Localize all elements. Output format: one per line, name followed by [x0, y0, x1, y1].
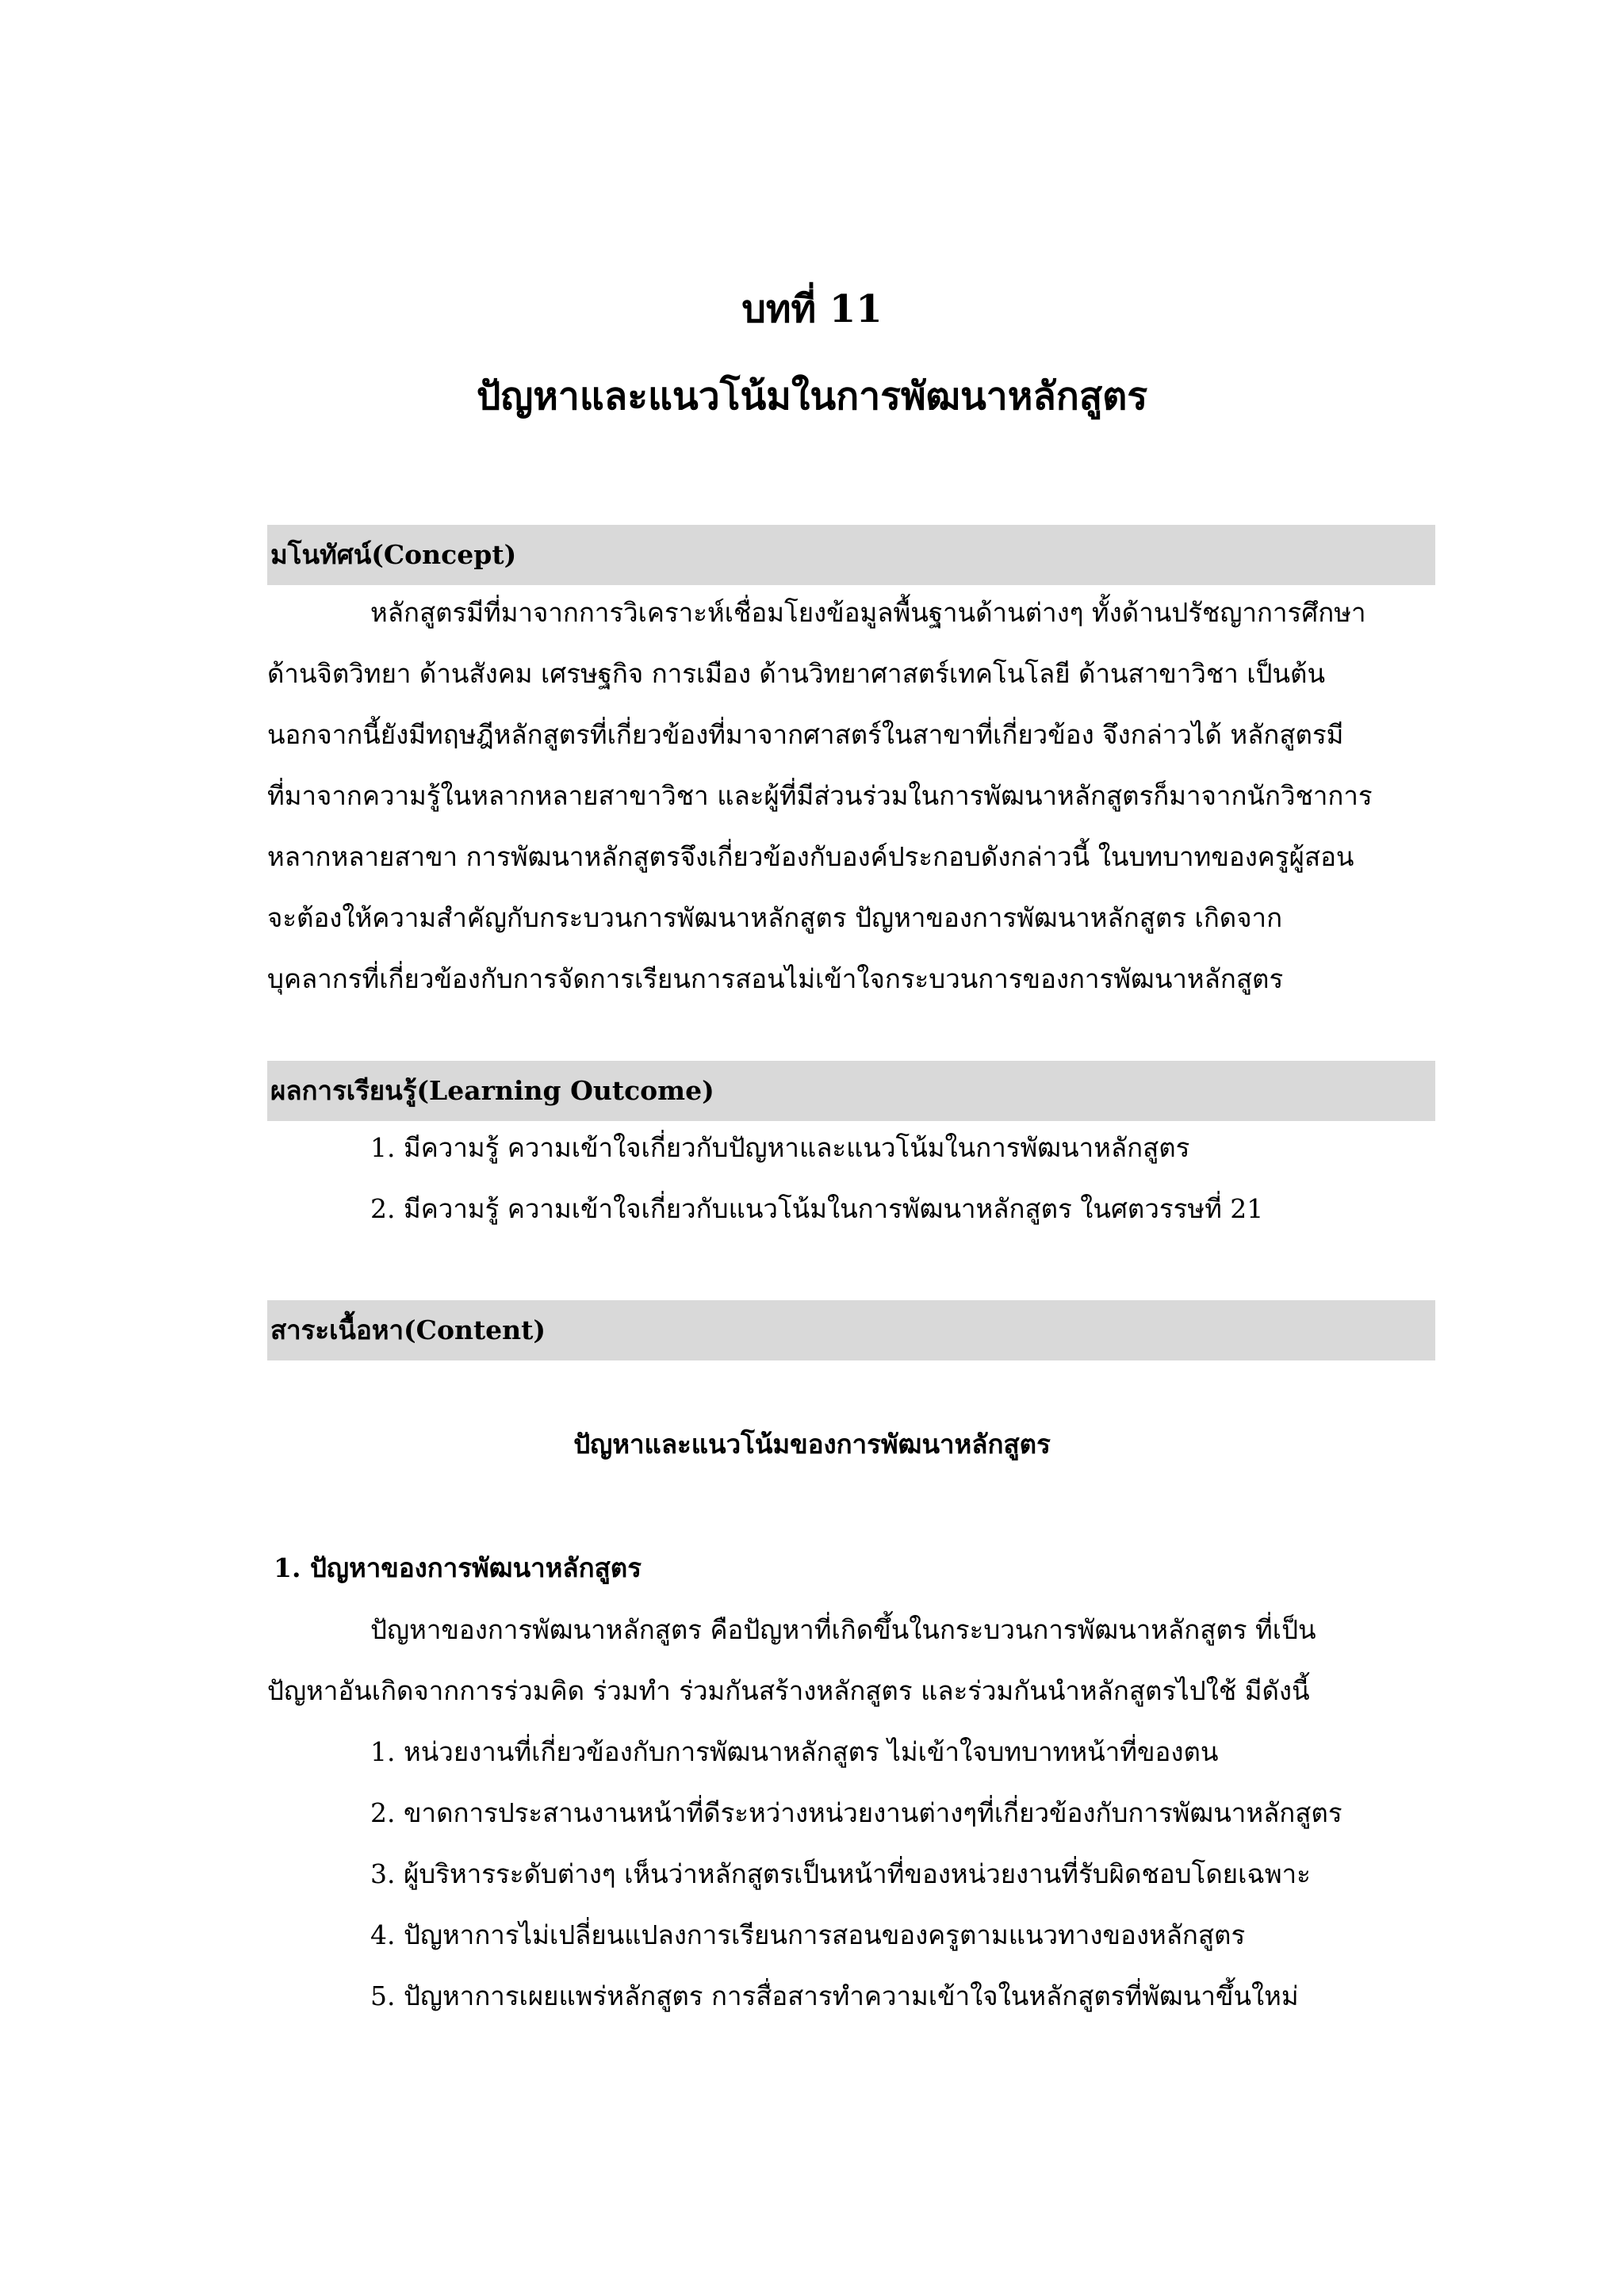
section1-item: 5. ปัญหาการเผยแพร่หลักสูตร การสื่อสารทำความเข้าใจในหลักสูตรที่พัฒนาขึ้นใหม่ [370, 1980, 1299, 2011]
concept-line: จะต้องให้ความสำคัญกับกระบวนการพัฒนาหลักสูตร ปัญหาของการพัฒนาหลักสูตร เกิดจาก [267, 902, 1283, 933]
concept-line: หลากหลายสาขา การพัฒนาหลักสูตรจึงเกี่ยวข้องกับองค์ประกอบดังกล่าวนี้ ในบทบาทของครูผู้สอน [267, 841, 1354, 872]
concept-heading-bar [267, 525, 1435, 585]
outcome-heading: ผลการเรียนรู้(Learning Outcome) [270, 1075, 714, 1106]
outcome-item: 1. มีความรู้ ความเข้าใจเกี่ยวกับปัญหาและแนวโน้มในการพัฒนาหลักสูตร [370, 1132, 1190, 1163]
section1-item: 4. ปัญหาการไม่เปลี่ยนแปลงการเรียนการสอนของครูตามแนวทางของหลักสูตร [370, 1919, 1246, 1950]
section1-item: 3. ผู้บริหารระดับต่างๆ เห็นว่าหลักสูตรเป็นหน้าที่ของหน่วยงานที่รับผิดชอบโดยเฉพาะ [370, 1858, 1311, 1889]
content-heading-bar [267, 1300, 1435, 1360]
outcome-item: 2. มีความรู้ ความเข้าใจเกี่ยวกับแนวโน้มในการพัฒนาหลักสูตร ในศตวรรษที่ 21 [370, 1193, 1264, 1224]
section1-heading: 1. ปัญหาของการพัฒนาหลักสูตร [274, 1552, 642, 1583]
section1-intro-line: ปัญหาของการพัฒนาหลักสูตร คือปัญหาที่เกิดขึ้นในกระบวนการพัฒนาหลักสูตร ที่เป็น [370, 1614, 1316, 1645]
section1-item: 1. หน่วยงานที่เกี่ยวข้องกับการพัฒนาหลักสูตร ไม่เข้าใจบทบาทหน้าที่ของตน [370, 1736, 1219, 1767]
content-heading: สาระเนื้อหา(Content) [270, 1314, 546, 1345]
concept-line: บุคลากรที่เกี่ยวข้องกับการจัดการเรียนการสอนไม่เข้าใจกระบวนการของการพัฒนาหลักสูตร [267, 963, 1284, 994]
concept-line: หลักสูตรมีที่มาจากการวิเคราะห์เชื่อมโยงข้อมูลพื้นฐานด้านต่างๆ ทั้งด้านปรัชญาการศึกษา [370, 597, 1366, 628]
chapter-number: บทที่ 11 [741, 287, 883, 331]
chapter-title: ปัญหาและแนวโน้มในการพัฒนาหลักสูตร [476, 374, 1148, 419]
section1-item: 2. ขาดการประสานงานหน้าที่ดีระหว่างหน่วยงานต่างๆที่เกี่ยวข้องกับการพัฒนาหลักสูตร [370, 1797, 1342, 1828]
concept-heading: มโนทัศน์(Concept) [270, 539, 517, 570]
outcome-heading-bar [267, 1061, 1435, 1121]
concept-line: ด้านจิตวิทยา ด้านสังคม เศรษฐกิจ การเมือง ด้านวิทยาศาสตร์เทคโนโลยี ด้านสาขาวิชา เป็นต้น [267, 658, 1326, 689]
concept-line: นอกจากนี้ยังมีทฤษฎีหลักสูตรที่เกี่ยวข้องที่มาจากศาสตร์ในสาขาที่เกี่ยวข้อง จึงกล่าวได้ หลักสูตรมี [267, 719, 1344, 750]
concept-line: ที่มาจากความรู้ในหลากหลายสาขาวิชา และผู้ที่มีส่วนร่วมในการพัฒนาหลักสูตรก็มาจากนักวิชาการ [267, 780, 1373, 811]
section1-intro-line: ปัญหาอันเกิดจากการร่วมคิด ร่วมทำ ร่วมกันสร้างหลักสูตร และร่วมกันนำหลักสูตรไปใช้ มีดังนี้ [267, 1675, 1310, 1706]
content-title: ปัญหาและแนวโน้มของการพัฒนาหลักสูตร [573, 1429, 1051, 1460]
